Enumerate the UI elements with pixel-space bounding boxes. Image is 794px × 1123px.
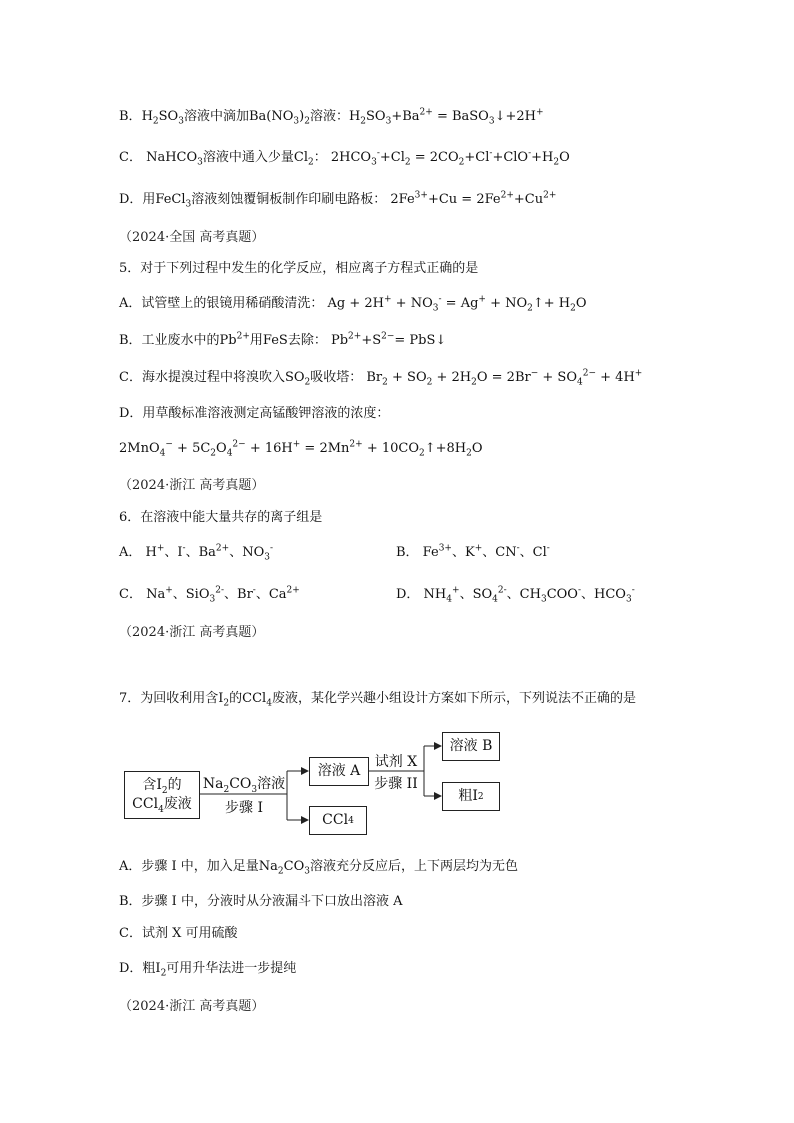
- reagent-x-label: 试剂 X: [374, 754, 418, 770]
- source-label: （2024·全国 高考真题）: [119, 230, 265, 245]
- source-label: （2024·浙江 高考真题）: [119, 478, 265, 493]
- source-label: （2024·浙江 高考真题）: [119, 625, 265, 640]
- source-label: （2024·浙江 高考真题）: [119, 999, 265, 1014]
- question-7-stem: 7．为回收利用含$I_2$的CCl$_4$废液，某化学兴趣小组设计方案如下所示，下列说法不正确的是: [119, 691, 636, 709]
- q6-option-c: C． Na+、SiO$_3^{2-}$、Br-、$Ca^{2+}$: [119, 585, 300, 605]
- q7-option-d: D．粗$I_2$可用升华法进一步提纯: [119, 961, 297, 979]
- question-5-stem: 5．对于下列过程中发生的化学反应，相应离子方程式正确的是: [119, 261, 479, 276]
- q5-option-b: B．工业废水中的$Pb^{2+}$用FeS去除： $Pb^{2+}+S^{2-}=$ PbS↓: [119, 331, 447, 348]
- step-2-label: 步骤 II: [374, 776, 418, 792]
- q7-option-b: B．步骤 I 中，分液时从分液漏斗下口放出溶液 A: [119, 894, 403, 909]
- option-b-prev: B．$H_2SO_3$溶液中滴加$Ba(NO_3)_2$溶液：$H_2SO_3+Ba^{2+}$ = BaSO$_3$↓+2H+: [119, 107, 544, 127]
- q5-option-d: D．用草酸标准溶液测定高锰酸钾溶液的浓度：: [119, 406, 390, 421]
- q6-option-d: D． $NH_4^+$、$SO_4^{2-}$、$CH_3COO^-$、$HCO_3^-$: [396, 585, 635, 605]
- q6-option-b: B． $Fe^{3+}$、K+、CN-、Cl-: [396, 543, 550, 560]
- q5-option-d-equation: $2MnO_4^- + 5C_2O_4^{2-} + 16H^+ = 2Mn^{2+}$ + $10CO_2↑+8H_2O$: [119, 439, 483, 459]
- solution-b-box: 溶液 B: [442, 732, 500, 761]
- question-6-stem: 6．在溶液中能大量共存的离子组是: [119, 510, 323, 525]
- solution-a-box: 溶液 A: [309, 757, 369, 786]
- ccl4-box: CCl 4: [309, 806, 367, 835]
- option-d-prev: D．用FeCl$_3$溶液刻蚀覆铜板制作印刷电路板： $2Fe^{3+}+Cu = 2Fe^{2+}+Cu^{2+}$: [119, 190, 557, 210]
- q7-option-a: A．步骤 I 中，加入足量$Na_2CO_3$溶液充分反应后，上下两层均为无色: [119, 859, 519, 877]
- option-c-prev: C． NaHCO$_3$溶液中通入少量$Cl_2$： $2HCO_3^-+Cl_2 = 2CO_2+Cl^-+ClO^-+H_2O$: [119, 148, 570, 168]
- reagent-1-label: $Na_2CO_3$溶液: [202, 776, 286, 795]
- q6-option-a: A． H+、I-、$Ba^{2+}$、$NO_3^-$: [119, 543, 274, 563]
- q5-option-c: C．海水提溴过程中将溴吹入$SO_2$吸收塔： $Br_2 + SO_2 + 2H_2O = 2Br^- + SO_4^{2-} + 4H^+$: [119, 368, 643, 388]
- start-waste-liquid-box: 含$I_2$的 CCl$_4$废液: [124, 771, 200, 819]
- step-1-label: 步骤 I: [225, 800, 263, 816]
- q7-option-c: C．试剂 X 可用硫酸: [119, 926, 238, 941]
- crude-iodine-box: 粗I 2: [442, 782, 500, 811]
- q5-option-a: A．试管壁上的银镜用稀硝酸清洗： $Ag + 2H^+ + NO_3^- = Ag^+$ + $NO_2↑+ H_2O$: [119, 294, 587, 314]
